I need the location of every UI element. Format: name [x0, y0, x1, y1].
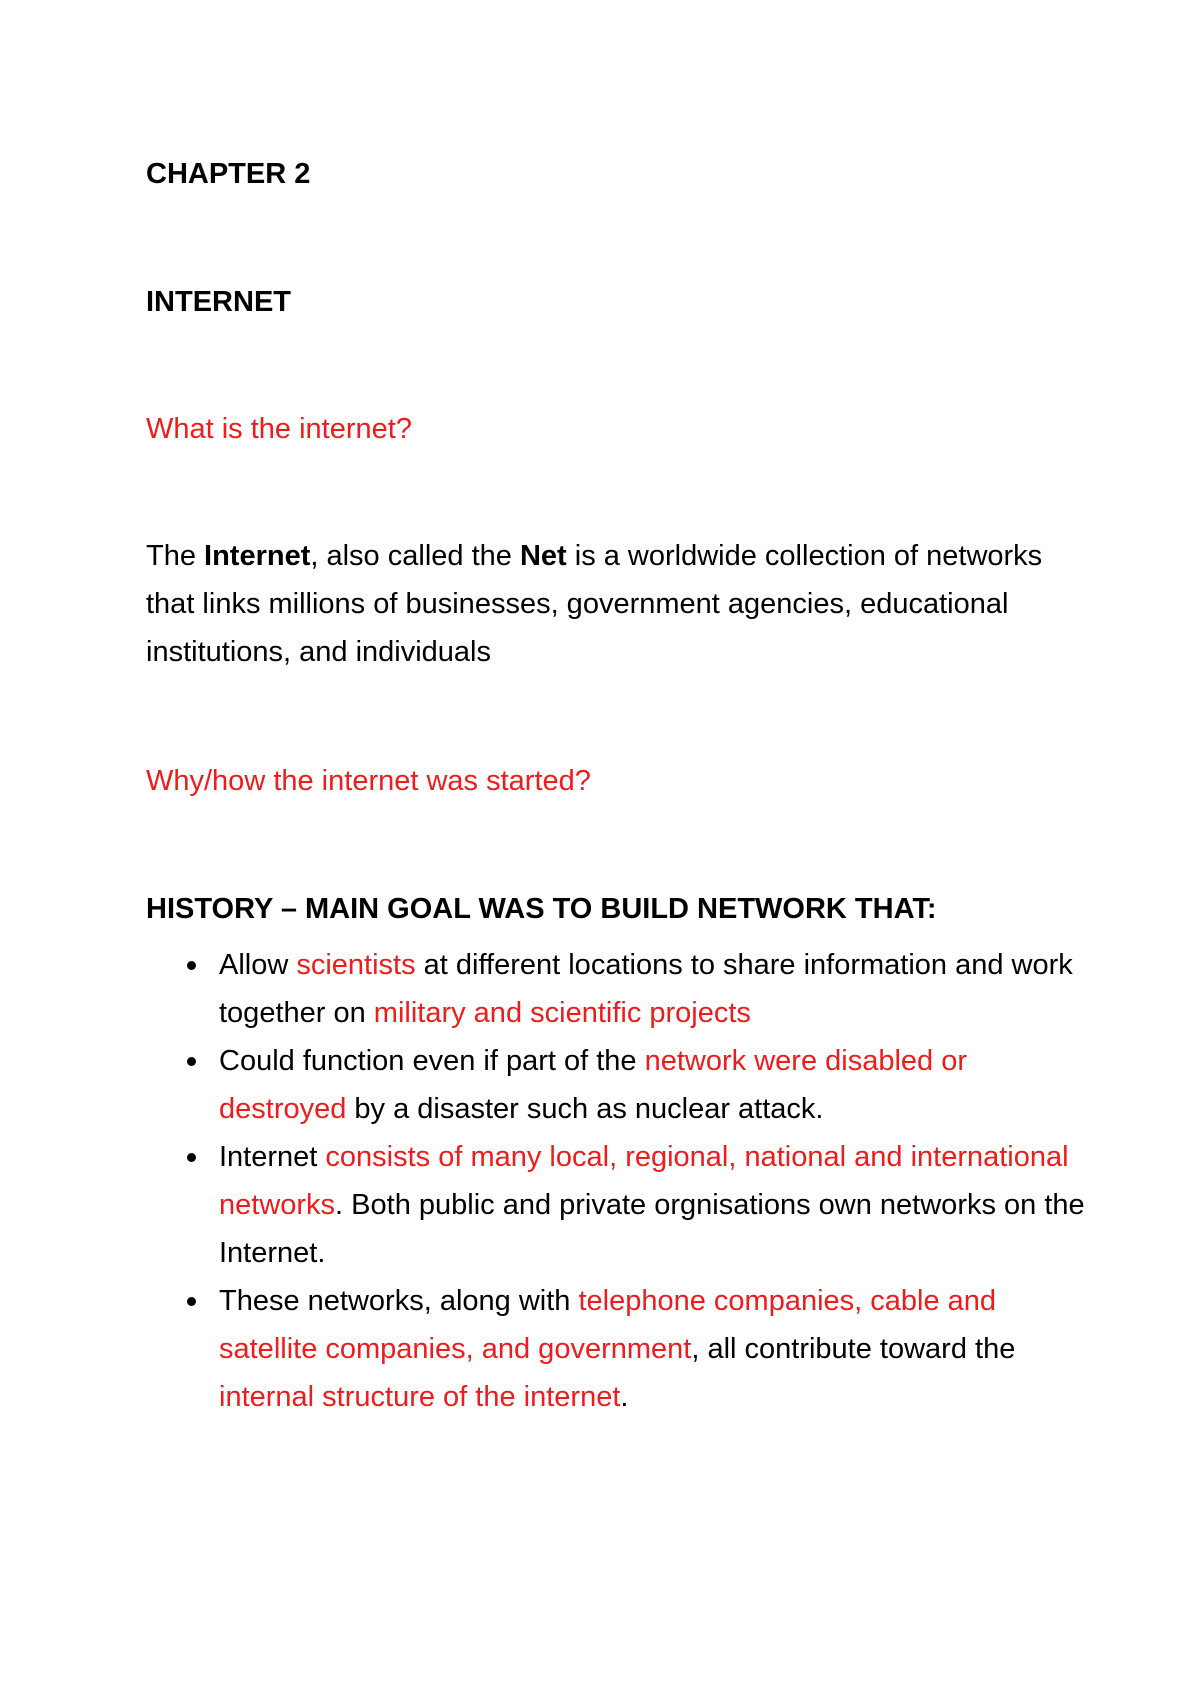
bullet-text: at different locations to share information and work together on: [219, 949, 1073, 1029]
highlight-text: internal structure of the internet: [219, 1381, 621, 1413]
term-net: Net: [519, 540, 567, 572]
list-item: [146, 1277, 1086, 1421]
bullet-text: .: [620, 1381, 629, 1413]
highlight-text: telephone companies, cable and satellite companies, and government: [219, 1285, 997, 1365]
history-heading: HISTORY – MAIN GOAL WAS TO BUILD NETWORK THAT:: [146, 893, 937, 925]
highlight-text: consists of many local, regional, national and international networks: [219, 1141, 1069, 1221]
list-item: [146, 941, 1086, 1037]
list-item: [146, 1133, 1086, 1277]
topic-heading: INTERNET: [146, 286, 291, 318]
definition-text: , also called the: [310, 540, 520, 572]
bullet-icon: [187, 961, 196, 970]
highlight-text: scientists: [296, 949, 416, 981]
bullet-text: Could function even if part of the: [219, 1045, 645, 1077]
question-what-is-internet: What is the internet?: [146, 413, 412, 445]
history-bullet-list: [146, 941, 1086, 1421]
definition-paragraph: [146, 532, 1076, 676]
bullet-text: . Both public and private orgnisations own networks on the Internet.: [219, 1189, 1085, 1269]
bullet-text: , all contribute toward the: [691, 1333, 1016, 1365]
list-item: [146, 1037, 1086, 1133]
bullet-text: by a disaster such as nuclear attack.: [346, 1093, 824, 1125]
bullet-icon: [187, 1057, 196, 1066]
highlight-text: military and scientific projects: [373, 997, 751, 1029]
term-internet: Internet: [204, 540, 311, 572]
definition-text: is a worldwide collection of networks that links millions of businesses, government agencies, educational institutions, and individuals: [146, 540, 1043, 668]
bullet-icon: [187, 1297, 196, 1306]
bullet-icon: [187, 1153, 196, 1162]
question-why-started: Why/how the internet was started?: [146, 765, 591, 797]
definition-text: The: [146, 540, 205, 572]
bullet-text: Allow: [219, 949, 297, 981]
highlight-text: network were disabled or destroyed: [219, 1045, 967, 1125]
bullet-text: These networks, along with: [219, 1285, 579, 1317]
chapter-heading: CHAPTER 2: [146, 158, 311, 190]
bullet-text: Internet: [219, 1141, 326, 1173]
